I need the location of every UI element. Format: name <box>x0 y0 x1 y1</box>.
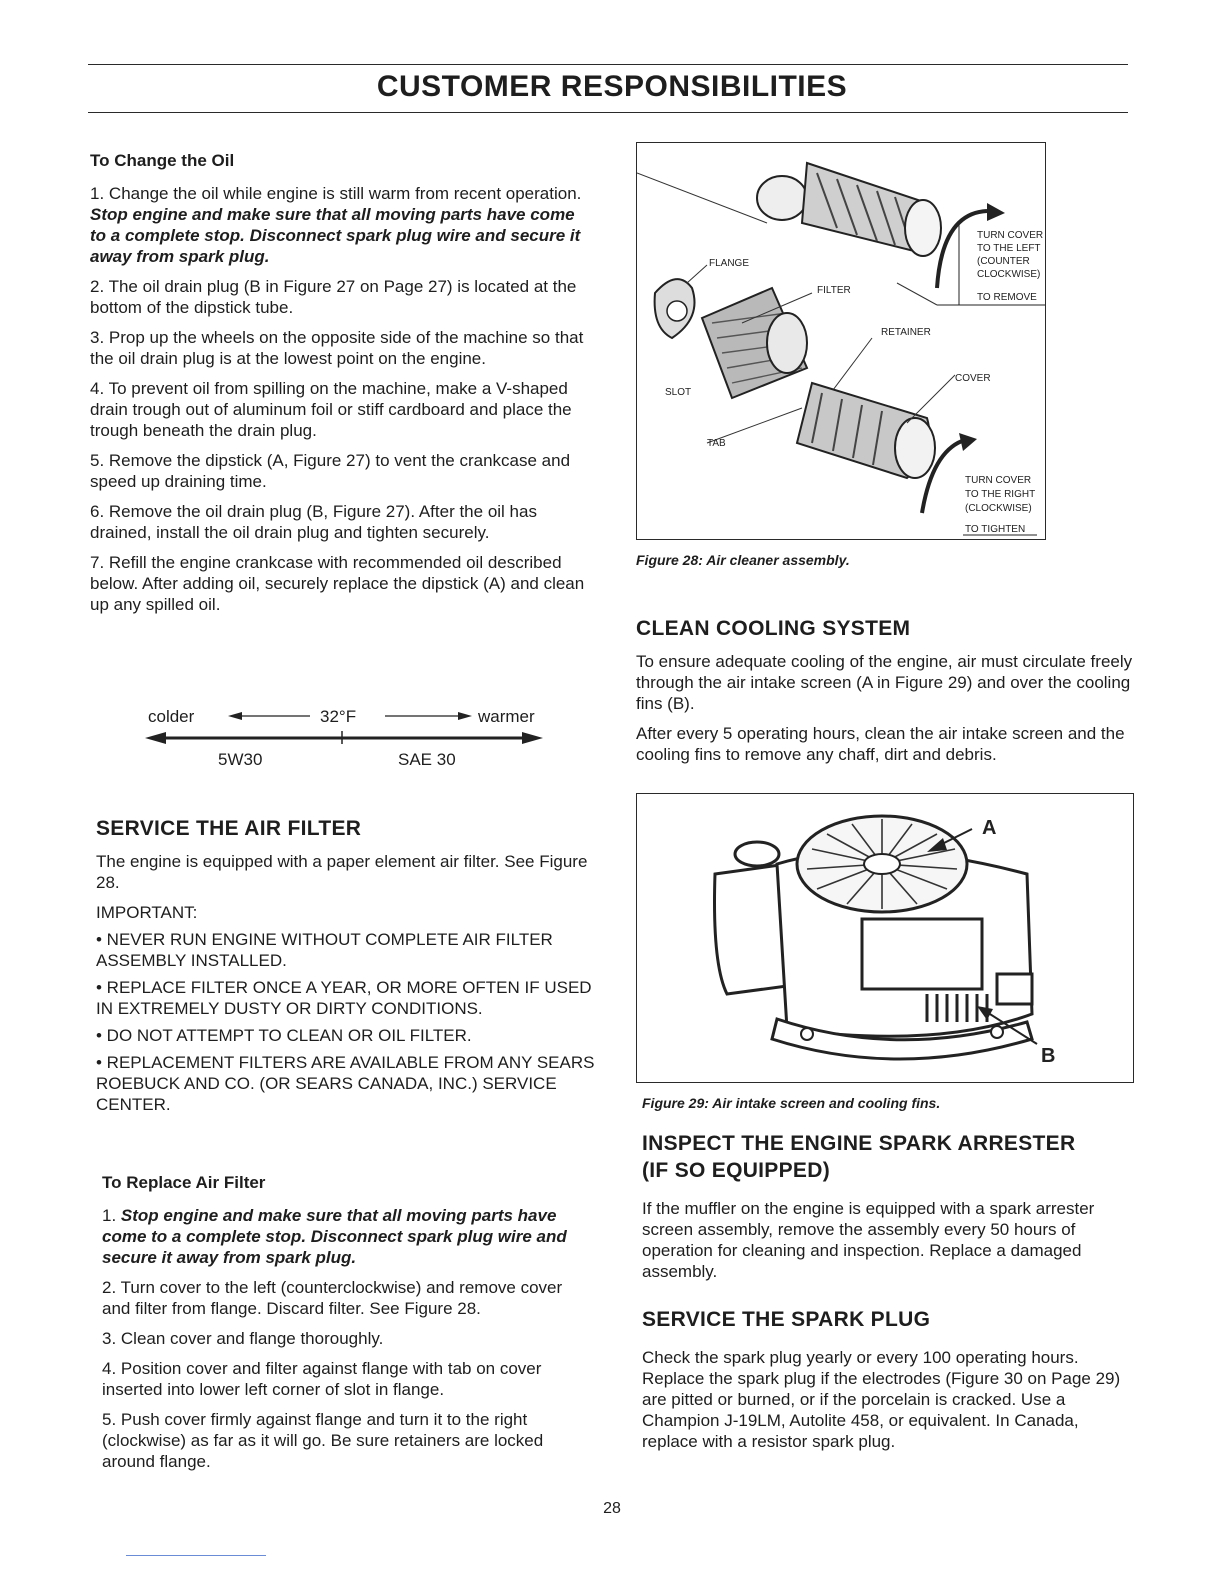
air-filter-bullet-1: • NEVER RUN ENGINE WITHOUT COMPLETE AIR FILTER ASSEMBLY INSTALLED. <box>96 930 553 970</box>
turn-left-line-1: TURN COVER <box>977 230 1044 241</box>
temp-5w30: 5W30 <box>218 750 263 769</box>
oil-step-2: 2. The oil drain plug (B in Figure 27 on Page 27) is located at the bottom of the dipstick tube. <box>90 277 577 317</box>
figure-28-caption: Figure 28: Air cleaner assembly. <box>636 552 850 568</box>
turn-right-line-4: TO TIGHTEN <box>965 524 1026 535</box>
fig28-turn-right-text <box>965 475 1035 535</box>
spark-plug-paragraph: Check the spark plug yearly or every 100 operating hours. Replace the spark plug if the electrodes (Figure 30 on Page 29) are pitted or burned, or if the porcelain is cracked. Use a Champion J-19LM, Autolite 458, or equivalent. In Canada, replace with a resistor spark plug. <box>642 1348 1121 1451</box>
engine-illustration <box>637 794 1133 1082</box>
header-rule-bottom <box>88 112 1128 113</box>
turn-left-line-2: TO THE LEFT <box>977 243 1041 254</box>
oil-step-1-num: 1. <box>90 184 105 203</box>
air-filter-intro: The engine is equipped with a paper element air filter. See Figure 28. <box>96 852 588 892</box>
fig28-label-slot: SLOT <box>665 387 692 398</box>
turn-left-line-3: (COUNTER <box>977 256 1030 267</box>
replace-filter-section <box>102 1172 592 1481</box>
cooling-p2: After every 5 operating hours, clean the air intake screen and the cooling fins to remove any chaff, dirt and debris. <box>636 724 1125 764</box>
air-cleaner-illustration <box>637 143 1045 539</box>
oil-step-7: 7. Refill the engine crankcase with recommended oil described below. After adding oil, securely replace the dipstick (A) and clean up any spilled oil. <box>90 553 585 614</box>
turn-right-line-1: TURN COVER <box>965 475 1032 486</box>
turn-right-line-3: (CLOCKWISE) <box>965 503 1032 514</box>
replace-step-5: 5. Push cover firmly against flange and turn it to the right (clockwise) as far as it will go. Be sure retainers are locked around flange. <box>102 1410 544 1471</box>
replace-step-1-warning: Stop engine and make sure that all moving parts have come to a complete stop. Disconnect spark plug wire and secure it away from spark plug. <box>102 1206 567 1267</box>
fig29-label-a: A <box>982 817 997 839</box>
arrester-section <box>642 1130 1132 1461</box>
turn-left-line-5: TO REMOVE <box>977 292 1037 303</box>
figure-29-caption: Figure 29: Air intake screen and cooling fins. <box>642 1095 941 1111</box>
spark-plug-heading: SERVICE THE SPARK PLUG <box>642 1308 931 1331</box>
replace-filter-heading: To Replace Air Filter <box>102 1173 266 1192</box>
arrester-heading-line-1: INSPECT THE ENGINE SPARK ARRESTER <box>642 1132 1076 1155</box>
fig28-label-flange: FLANGE <box>709 258 750 269</box>
oil-step-4: 4. To prevent oil from spilling on the machine, make a V-shaped drain trough out of aluminum foil or stiff cardboard and place the trough beneath the drain plug. <box>90 379 572 440</box>
page-title: CUSTOMER RESPONSIBILITIES <box>376 70 848 103</box>
air-filter-bullet-2: • REPLACE FILTER ONCE A YEAR, OR MORE OFTEN IF USED IN EXTREMELY DUSTY OR DIRTY CONDITIONS. <box>96 978 592 1018</box>
air-filter-important: IMPORTANT: <box>96 903 198 922</box>
air-filter-heading: SERVICE THE AIR FILTER <box>96 817 362 840</box>
air-filter-bullet-3: • DO NOT ATTEMPT TO CLEAN OR OIL FILTER. <box>96 1026 472 1045</box>
scan-mark <box>126 1555 266 1556</box>
replace-step-1-num: 1. <box>102 1206 117 1225</box>
replace-step-2: 2. Turn cover to the left (counterclockwise) and remove cover and filter from flange. Discard filter. See Figure 28. <box>102 1278 563 1318</box>
turn-left-line-4: CLOCKWISE) <box>977 269 1041 280</box>
temp-colder: colder <box>148 707 195 726</box>
temp-mid: 32°F <box>320 707 357 726</box>
oil-section <box>90 150 590 624</box>
fig28-label-tab: TAB <box>707 438 726 449</box>
replace-step-1 <box>102 1205 592 1268</box>
fig29-label-b: B <box>1041 1045 1056 1067</box>
arrester-heading-line-2: (IF SO EQUIPPED) <box>642 1159 830 1182</box>
oil-step-1-warning: Stop engine and make sure that all moving parts have come to a complete stop. Disconnect spark plug wire and secure it away from spark plug. <box>90 205 581 266</box>
arrester-paragraph: If the muffler on the engine is equipped with a spark arrester screen assembly, remove the assembly every 50 hours of operation for cleaning and inspection. Replace a damaged assembly. <box>642 1199 1095 1281</box>
page-number: 28 <box>603 1500 621 1517</box>
air-filter-section <box>96 815 596 1133</box>
fig28-label-cover: COVER <box>955 373 991 384</box>
turn-right-line-2: TO THE RIGHT <box>965 489 1036 500</box>
air-filter-bullet-4: • REPLACEMENT FILTERS ARE AVAILABLE FROM ANY SEARS ROEBUCK AND CO. (OR SEARS CANADA, INC.) SERVICE CENTER. <box>96 1053 595 1114</box>
fig28-label-retainer: RETAINER <box>881 327 931 338</box>
cooling-p1: To ensure adequate cooling of the engine, air must circulate freely through the air intake screen (A in Figure 29) and over the cooling fins (B). <box>636 652 1133 713</box>
replace-step-4: 4. Position cover and filter against flange with tab on cover inserted into lower left corner of slot in flange. <box>102 1359 542 1399</box>
cooling-section <box>636 615 1136 774</box>
oil-step-6: 6. Remove the oil drain plug (B, Figure 27). After the oil has drained, install the oil drain plug and tighten securely. <box>90 502 537 542</box>
fig28-turn-left-text <box>977 230 1043 303</box>
figure-28 <box>636 142 1046 540</box>
oil-step-1-text: Change the oil while engine is still warm from recent operation. <box>108 184 582 203</box>
temp-warmer: warmer <box>478 707 535 726</box>
figure-29 <box>636 793 1134 1083</box>
replace-step-3: 3. Clean cover and flange thoroughly. <box>102 1329 384 1348</box>
cooling-heading: CLEAN COOLING SYSTEM <box>636 617 911 640</box>
oil-heading: To Change the Oil <box>90 151 235 170</box>
oil-step-1 <box>90 183 590 267</box>
fig28-label-filter: FILTER <box>817 285 851 296</box>
oil-step-5: 5. Remove the dipstick (A, Figure 27) to vent the crankcase and speed up draining time. <box>90 451 571 491</box>
header-rule-top <box>88 64 1128 65</box>
oil-step-3: 3. Prop up the wheels on the opposite side of the machine so that the oil drain plug is at the lowest point on the engine. <box>90 328 584 368</box>
temp-arrows <box>140 705 550 745</box>
temp-sae30: SAE 30 <box>398 750 456 769</box>
